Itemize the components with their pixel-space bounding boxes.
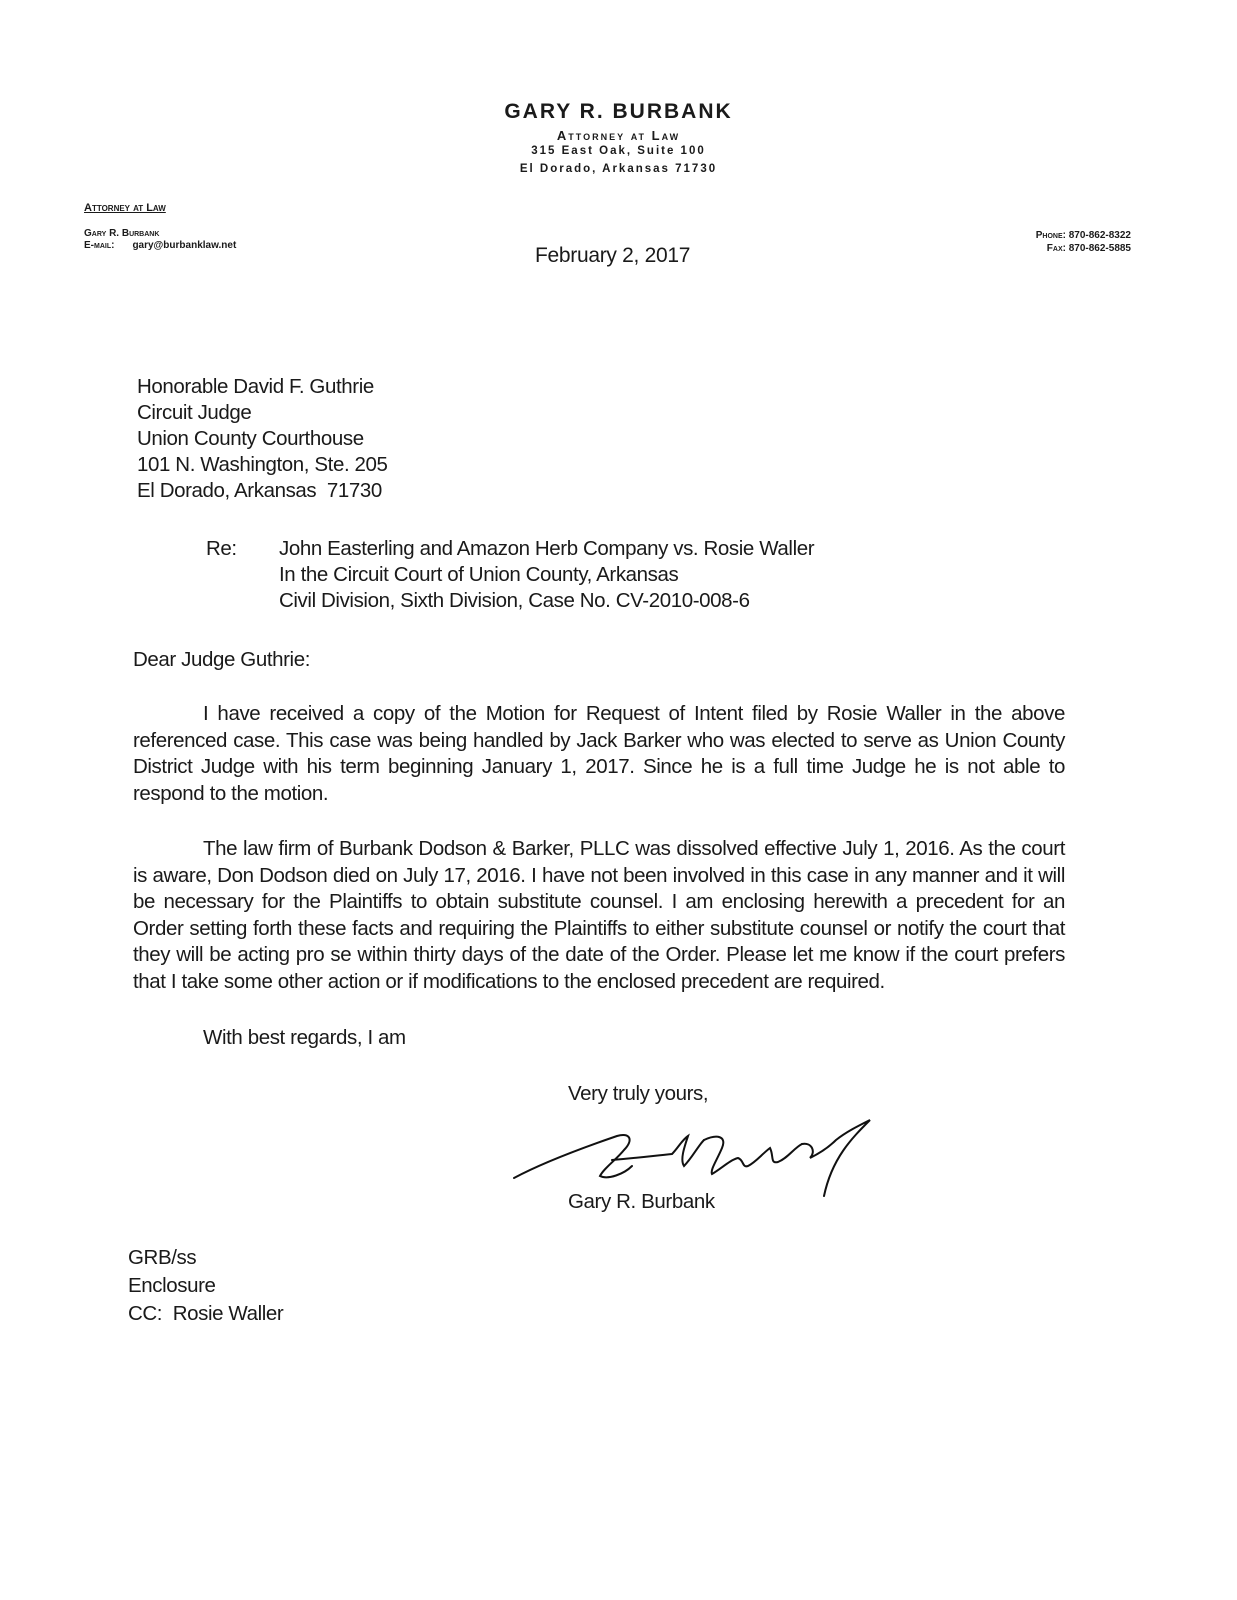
email-label: E-mail: bbox=[84, 240, 115, 251]
re-line: John Easterling and Amazon Herb Company vs. Rosie Waller bbox=[279, 537, 815, 560]
addressee-line: Honorable David F. Guthrie bbox=[137, 375, 374, 398]
closing-line: With best regards, I am bbox=[203, 1026, 406, 1049]
letterhead-name: GARY R. BURBANK bbox=[504, 100, 733, 123]
footer-line: CC: Rosie Waller bbox=[128, 1302, 284, 1325]
signer-name: Gary R. Burbank bbox=[568, 1190, 715, 1213]
phone-number: Phone: 870-862-8322 bbox=[1035, 230, 1131, 241]
salutation: Dear Judge Guthrie: bbox=[133, 648, 311, 671]
addressee-line: 101 N. Washington, Ste. 205 bbox=[137, 453, 388, 476]
footer-line: Enclosure bbox=[128, 1274, 216, 1297]
signature-image bbox=[512, 1118, 882, 1198]
re-line: Civil Division, Sixth Division, Case No. CV-2010-008-6 bbox=[279, 589, 750, 612]
body-paragraph: The law firm of Burbank Dodson & Barker, PLLC was dissolved effective July 1, 2016. As the court is aware, Don Dodson died on July 17, 2016. I have not been involved in this case in any manner and it will be necessary for the Plaintiffs to obtain substitute counsel. I am enclosing herewith a precedent for an Order setting forth these facts and requiring the Plaintiffs to either substitute counsel or notify the court that they will be acting pro se within thirty days of the date of the Order. Please let me know if the court prefers that I take some other action or if modifications to the enclosed precedent are required. bbox=[133, 837, 1065, 993]
addressee-line: El Dorado, Arkansas 71730 bbox=[137, 479, 382, 502]
addressee-line: Circuit Judge bbox=[137, 401, 252, 424]
re-block bbox=[279, 536, 814, 614]
letterhead-title: Attorney at Law bbox=[556, 128, 681, 143]
re-label: Re: bbox=[206, 537, 237, 560]
fax-number: Fax: 870-862-5885 bbox=[1046, 243, 1131, 254]
footer-line: GRB/ss bbox=[128, 1246, 197, 1269]
sender-name: Gary R. Burbank bbox=[84, 228, 160, 239]
letterhead-street: 315 East Oak, Suite 100 bbox=[531, 145, 706, 157]
re-line: In the Circuit Court of Union County, Arkansas bbox=[279, 563, 679, 586]
email-row bbox=[84, 240, 236, 251]
addressee-line: Union County Courthouse bbox=[137, 427, 364, 450]
sidebar-heading: Attorney at Law bbox=[84, 202, 166, 214]
valediction: Very truly yours, bbox=[568, 1082, 709, 1105]
body-paragraph: I have received a copy of the Motion for Request of Intent filed by Rosie Waller in the above referenced case. This case was being handled by Jack Barker who was elected to serve as Union County District Judge with his term beginning January 1, 2017. Since he is a full time Judge he is not able to respond to the motion. bbox=[133, 702, 1065, 805]
addressee-block bbox=[137, 374, 388, 504]
letterhead-city: El Dorado, Arkansas 71730 bbox=[519, 163, 718, 175]
email-address: gary@burbanklaw.net bbox=[132, 240, 237, 251]
letter-date: February 2, 2017 bbox=[535, 244, 691, 267]
footer-block bbox=[128, 1244, 283, 1328]
